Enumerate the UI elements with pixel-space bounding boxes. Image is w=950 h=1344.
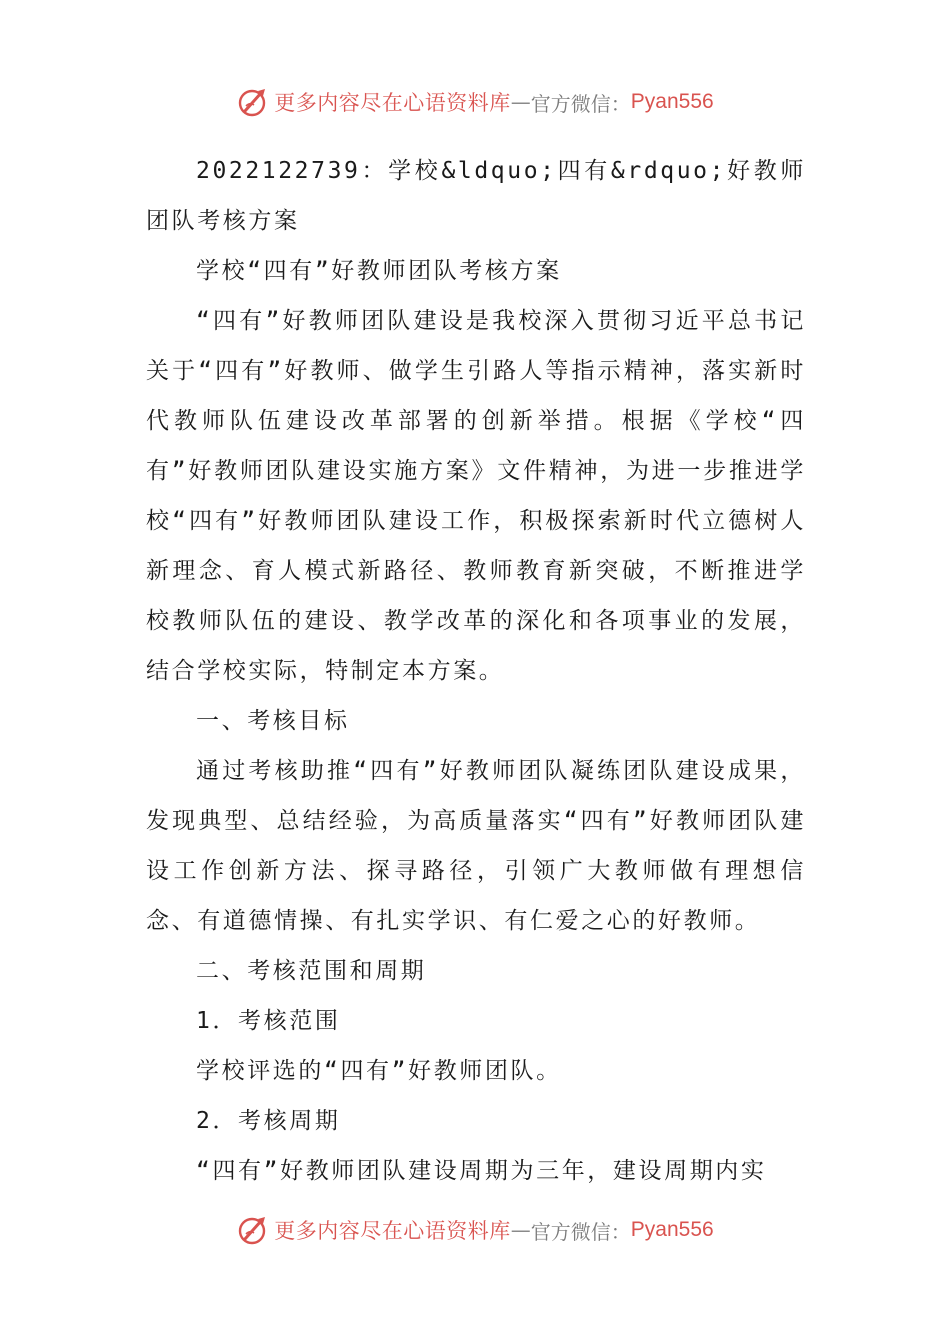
section-heading-1: 一、考核目标 bbox=[196, 708, 350, 734]
subheading-scope: 1．考核范围 bbox=[196, 1008, 341, 1034]
header-watermark bbox=[0, 82, 950, 122]
section-heading-2: 二、考核范围和周期 bbox=[196, 958, 427, 984]
doc-title: 2022122739：学校&ldquo;四有&rdquo;好教师团队考核方案 bbox=[146, 158, 806, 234]
subheading-cycle: 2．考核周期 bbox=[196, 1108, 341, 1134]
watermark-text: 更多内容尽在心语资料库 bbox=[274, 1219, 511, 1243]
paragraph-goal: 通过考核助推“四有”好教师团队凝练团队建设成果，发现典型、总结经验，为高质量落实“四有”好教师团队建设工作创新方法、探寻路径，引领广大教师做有理想信念、有道德情操、有扎实学识、有仁爱之心的好教师。 bbox=[146, 758, 806, 934]
pen-logo-icon bbox=[236, 1213, 270, 1247]
watermark-separator: — bbox=[510, 1218, 531, 1242]
watermark-id: Pyan556 bbox=[630, 1218, 714, 1241]
paragraph-intro: “四有”好教师团队建设是我校深入贯彻习近平总书记关于“四有”好教师、做学生引路人等指示精神，落实新时代教师队伍建设改革部署的创新举措。根据《学校“四有”好教师团队建设实施方案》文件精神，为进一步推进学校“四有”好教师团队建设工作，积极探索新时代立德树人新理念、育人模式新路径、教师教育新突破，不断推进学校教师队伍的建设、教学改革的深化和各项事业的发展，结合学校实际，特制定本方案。 bbox=[146, 308, 806, 684]
document-body bbox=[146, 146, 806, 1196]
paragraph-scope: 学校评选的“四有”好教师团队。 bbox=[196, 1058, 562, 1084]
pen-logo-icon bbox=[236, 85, 270, 119]
watermark-official: 官方微信： bbox=[530, 91, 631, 116]
footer-watermark bbox=[0, 1210, 950, 1250]
doc-subtitle: 学校“四有”好教师团队考核方案 bbox=[196, 258, 562, 284]
watermark-text: 更多内容尽在心语资料库 bbox=[274, 91, 511, 115]
paragraph-cycle: “四有”好教师团队建设周期为三年，建设周期内实 bbox=[196, 1158, 767, 1184]
watermark-id: Pyan556 bbox=[630, 90, 714, 113]
watermark-separator: — bbox=[510, 90, 531, 114]
watermark-official: 官方微信： bbox=[530, 1219, 631, 1244]
